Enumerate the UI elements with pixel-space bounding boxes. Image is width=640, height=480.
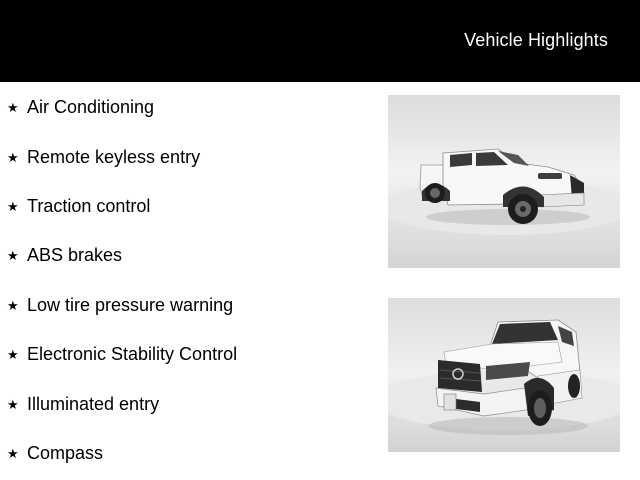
feature-label: Electronic Stability Control <box>27 343 238 364</box>
feature-label: Low tire pressure warning <box>27 294 234 315</box>
page-title: Vehicle Highlights <box>464 30 608 50</box>
header-bar <box>0 0 640 82</box>
star-icon: ★ <box>7 297 19 313</box>
star-icon: ★ <box>7 247 19 263</box>
star-icon: ★ <box>7 198 19 214</box>
star-icon: ★ <box>7 445 19 461</box>
feature-item <box>7 393 159 415</box>
feature-item <box>7 146 200 168</box>
feature-label: Traction control <box>27 195 151 216</box>
feature-item <box>7 442 103 464</box>
feature-item <box>7 294 233 316</box>
star-icon: ★ <box>7 149 19 165</box>
feature-item <box>7 96 154 118</box>
feature-label: Remote keyless entry <box>27 146 201 167</box>
feature-label: ABS brakes <box>27 244 123 265</box>
star-icon: ★ <box>7 99 19 115</box>
feature-item <box>7 244 122 266</box>
feature-item <box>7 343 237 365</box>
vehicle-photo-front <box>388 298 620 452</box>
vehicle-photo-side <box>388 95 620 268</box>
feature-label: Air Conditioning <box>27 96 155 117</box>
feature-label: Compass <box>27 442 104 463</box>
star-icon: ★ <box>7 346 19 362</box>
feature-item <box>7 195 150 217</box>
star-icon: ★ <box>7 396 19 412</box>
feature-label: Illuminated entry <box>27 393 160 414</box>
